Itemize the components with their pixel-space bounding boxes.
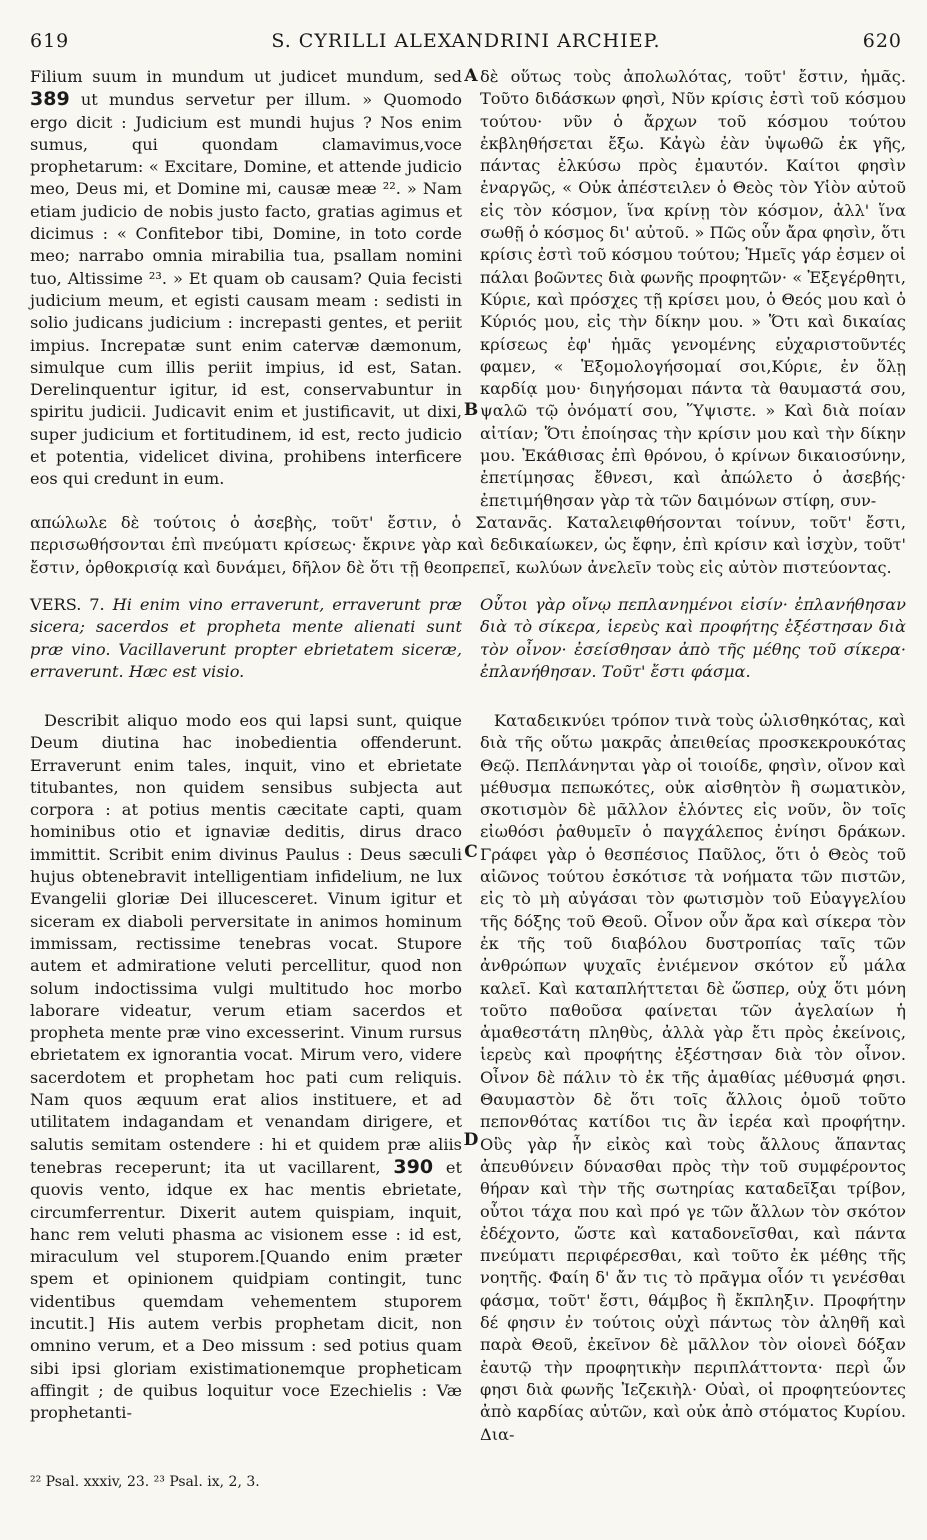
margin-marker-a: A	[464, 66, 478, 86]
latin-text: ut mundus servetur per illum. » Quomodo ergo dicit : Judicium est mundi hujus ? Nos enim sumus, qui quondam clamavimus,voce prophetarum: « Excitare, Domine, et attende judicio meo, Deus mi, et Domine mi, causæ meæ ²². » Nam etiam judicio de nobis justo facto, gratias agimus et dicimus : « Confitebor tibi, Domine, in toto corde meo; narrabo omnia mirabilia tua, psallam nomini tuo, Altissime ²³. » Et quam ob causam? Quia fecisti judicium meum, et egisti causam meam : sedisti in solio judicans judicium : increpasti gentes, et periit impius. Increpatæ sunt enim catervæ dæmonum, simulque cum illis periit impius, id est, Satan. Derelinquentur igitur, id est, conservabuntur in spiritu judicii. Judicavit enim et justificavit, ut dixi, super judicium et fortitudinem, id est, recto judicio et potentia, videlicet divina, prohibens interficere eos qui credunt in eum.	[30, 90, 462, 489]
column-number: 389	[30, 88, 70, 111]
margin-marker-b: B	[463, 400, 479, 420]
verse-latin-body: Hi enim vino erraverunt, erraverunt præ sicera; sacerdos et propheta mente alienati sunt præ vino. Vacillaverunt propter ebrietatem siceræ, erraverunt. Hæc est visio.	[30, 595, 463, 681]
verse-latin	[30, 594, 462, 683]
column-number: 390	[393, 1155, 434, 1178]
greek-column-bottom	[480, 710, 906, 1446]
latin-text: Filium suum in mundum ut judicet mundum, sed	[30, 67, 462, 86]
margin-marker-c: C	[464, 842, 478, 862]
footnotes: ²² Psal. xxxiv, 23. ²³ Psal. ix, 2, 3.	[30, 1474, 260, 1490]
latin-text: et quovis vento, idque ex hac mentis ebrietate, circumferrentur. Dixerit autem quispiam, inquit, hanc rem veluti phasma ac visionem esse : id est, miraculum vel stuporem.[Quando enim præter spem et opinionem quidpiam contingit, tunc videntibus quemdam vehementem stuporem incutit.] His autem verbis prophetam dicit, non omnino verum, et a Deo missum : sed potius quam sibi ipsi gloriam existimationemque propheticam affingit ; de quibus loquitur voce Ezechielis : Væ prophetanti-	[30, 1157, 462, 1423]
greek-paragraph: απώλωλε δὲ τούτοις ὁ ἀσεβὴς, τοῦτ' ἔστιν, ὁ Σατανᾶς. Καταλειφθήσονται τοίνυν, τοῦτ' ἔστι, περισωθήσονται ἐπὶ πνεύματι κρίσεως· ἔκρινε γὰρ καὶ δεδικαίωκεν, ὡς ἔφην, ἐπὶ κρίσιν καὶ ἰσχὺν, τοῦτ' ἔστιν, ὀρθοκρισίᾳ καὶ δυνάμει, δῆλον δὲ ὅτι τῇ θεοπρεπεῖ, κωλύων ἀνελεῖν τοὺς εἰς αὐτὸν πιστεύοντας.	[30, 513, 906, 577]
running-title: S. CYRILLI ALEXANDRINI ARCHIEP.	[271, 30, 661, 52]
greek-full-width	[30, 512, 906, 579]
greek-column-top	[480, 66, 906, 512]
verse-label: VERS. 7.	[30, 595, 105, 614]
verse-greek-text: Οὗτοι γὰρ οἴνῳ πεπλανημένοι εἰσίν· ἐπλανήθησαν διὰ τὸ σίκερα, ἱερεὺς καὶ προφήτης ἐξέστησαν διὰ τὸν οἶνον· ἐσείσθησαν ἀπὸ τῆς μέθης τοῦ σίκερα· ἐπλανήθησαν. Τοῦτ' ἔστι φάσμα.	[480, 595, 906, 681]
margin-marker-d: D	[463, 1130, 479, 1150]
latin-text: Describit aliquo modo eos qui lapsi sunt, quique Deum diutina hac inobedientia offenderunt. Erraverunt enim tales, inquit, vino et ebrietate titubantes, non quidem sensibus subjecta aut corpora : at potius mentis cæcitate capti, quam hominibus otio et ignaviæ deditis, dirus draco immittit. Scribit enim divinus Paulus : Deus sæculi hujus obtenebravit intelligentiam infidelium, ne lux Evangelii gloriæ Dei illucesceret. Vinum igitur et siceram ex diaboli perversitate in animos hominum immissam, rectissime tenebras vocat. Stupore autem et admiratione veluti percellitur, quod non solum indoctissima vulgi multitudo hoc morbo laborare videatur, verum etiam sacerdos et propheta mente præ vino excesserint. Vinum rursus ebrietatem ex ignorantia vocat. Mirum vero, videre sacerdotem et prophetam hoc pati cum reliquis. Nam quos æquum erat alios instituere, et ad utilitatem indagandam et venandam dirigere, et salutis semitam ostendere : hi et quidem præ aliis tenebras receperunt; ita ut vacillarent,	[30, 711, 462, 1177]
left-page-number: 619	[30, 30, 70, 52]
verse-latin-text	[30, 594, 462, 683]
verse-greek	[480, 594, 906, 683]
latin-paragraph	[30, 66, 462, 491]
latin-paragraph	[30, 710, 462, 1425]
latin-column-top	[30, 66, 462, 491]
latin-column-bottom	[30, 710, 462, 1425]
greek-paragraph: δὲ οὕτως τοὺς ἀπολωλότας, τοῦτ' ἔστιν, ἡμᾶς. Τοῦτο διδάσκων φησὶ, Νῦν κρίσις ἐστὶ τοῦ κόσμου τούτου· νῦν ὁ ἄρχων τοῦ κόσμου τούτου ἐκβληθήσεται ἔξω. Κἀγὼ ἐὰν ὑψωθῶ ἐκ γῆς, πάντας ἑλκύσω πρὸς ἐμαυτόν. Καίτοι φησὶν ἐναργῶς, « Οὐκ ἀπέστειλεν ὁ Θεὸς τὸν Υἱὸν αὐτοῦ εἰς τὸν κόσμον, ἵνα κρίνῃ τὸν κόσμον, ἀλλ' ἵνα σωθῇ ὁ κόσμος δι' αὐτοῦ. » Πῶς οὖν ἄρα φησὶν, ὅτι κρίσις ἐστὶ τοῦ κόσμου τούτου; Ἡμεῖς γάρ ἐσμεν οἱ πάλαι βοῶντες διὰ φωνῆς προφητῶν· « Ἐξεγέρθητι, Κύριε, καὶ πρόσχες τῇ κρίσει μου, ὁ Θεός μου καὶ ὁ Κύριός μου, εἰς τὴν δίκην μου. » Ὅτι καὶ δικαίας κρίσεως ἐφ' ἡμᾶς γενομένης εὐχαριστοῦντές φαμεν, « Ἐξομολογήσομαί σοι,Κύριε, ἐν ὅλῃ καρδίᾳ μου· διηγήσομαι πάντα τὰ θαυμαστά σου, ψαλῶ τῷ ὀνόματί σου, Ὕψιστε. » Καὶ διὰ ποίαν αἰτίαν; Ὅτι ἐποίησας τὴν κρίσιν μου καὶ τὴν δίκην μου. Ἐκάθισας ἐπὶ θρόνου, ὁ κρίνων δικαιοσύνην, ἐπετίμησας ἔθνεσι, καὶ ἀπώλετο ὁ ἀσεβής· ἐπετιμήθησαν γὰρ τὰ τῶν δαιμόνων στίφη, συν-	[480, 67, 906, 510]
right-page-number: 620	[862, 30, 902, 52]
running-header	[30, 30, 902, 60]
greek-paragraph: Καταδεικνύει τρόπον τινὰ τοὺς ὠλισθηκότας, καὶ διὰ τῆς οὕτω μακρᾶς ἀπειθείας προσκεκρουκότας Θεῷ. Πεπλάνηνται γὰρ οἱ τοιοίδε, φησὶν, οἴνον καὶ μέθυσμα πεπωκότες, οὐκ αἰσθητὸν ἢ σωματικὸν, σκοτισμὸν δὲ μᾶλλον ἑλόντες εἰς νοῦν, ὃν τοῖς εἰωθόσι ῥαθυμεῖν ὁ παγχάλεπος ἐνίησι δράκων. Γράφει γὰρ ὁ θεσπέσιος Παῦλος, ὅτι ὁ Θεὸς τοῦ αἰῶνος τούτου ἐσκότισε τὰ νοήματα τῶν πιστῶν, εἰς τὸ μὴ αὐγάσαι τὸν φωτισμὸν τοῦ Εὐαγγελίου τῆς δόξης τοῦ Θεοῦ. Οἶνον οὖν ἄρα καὶ σίκερα τὸν ἐκ τῆς τοῦ διαβόλου δυστροπίας ταῖς τῶν ἀνθρώπων ψυχαῖς ἐνιέμενον σκότον εὖ μάλα καλεῖ. Καὶ καταπλήττεται δὲ ὥσπερ, οὐχ ὅτι μόνη τοῦτο παθοῦσα φαίνεται τῶν ἀγελαίων ἡ ἀμαθεστάτη πληθὺς, ἀλλὰ γὰρ ἔτι πρὸς ἐκείνοις, ἱερεὺς καὶ προφήτης ἐξέστησαν διὰ τὸν οἶνον. Οἶνον δὲ πάλιν τὸ ἐκ τῆς ἀμαθίας μέθυσμά φησι. Θαυμαστὸν δὲ ὅτι τοῖς ἄλλοις ὁμοῦ τοῦτο πεπονθότας κατίδοι τις ἂν ἱερέα καὶ προφήτην. Οὓς γὰρ ἦν εἰκὸς καὶ τοὺς ἄλλους ἅπαντας ἀπευθύνειν δύνασθαι πρὸς τὴν τοῦ συμφέροντος θήραν καὶ τὴν τῆς σωτηρίας καταδεῖξαι τρίβον, οὗτοι τάχα που καὶ πρό γε τῶν ἄλλων τὸν σκότον ἐδέχοντο, ὥστε καὶ καταδονεῖσθαι, καὶ πάντα πνεύματι περιφέρεσθαι, καὶ τοῦτο ἐκ μέθης τῆς νοητῆς. Φαίη δ' ἄν τις τὸ πρᾶγμα οἷόν τι γενέσθαι φάσμα, τοῦτ' ἔστι, θάμβος ἢ ἔκπληξιν. Προφήτην δέ φησιν ἐν τούτοις οὐχὶ πάντως τὸν ἀληθῆ καὶ παρὰ Θεοῦ, ἐκεῖνον δὲ μᾶλλον τὸν οἱονεὶ δόξαν ἑαυτῷ τὴν προφητικὴν περιπλάττοντα· περὶ ὧν φησι διὰ φωνῆς Ἰεζεκιὴλ· Οὐαὶ, οἱ προφητεύοντες ἀπὸ καρδίας αὐτῶν, καὶ οὐκ ἀπὸ στόματος Κυρίου. Δια-	[480, 711, 906, 1444]
